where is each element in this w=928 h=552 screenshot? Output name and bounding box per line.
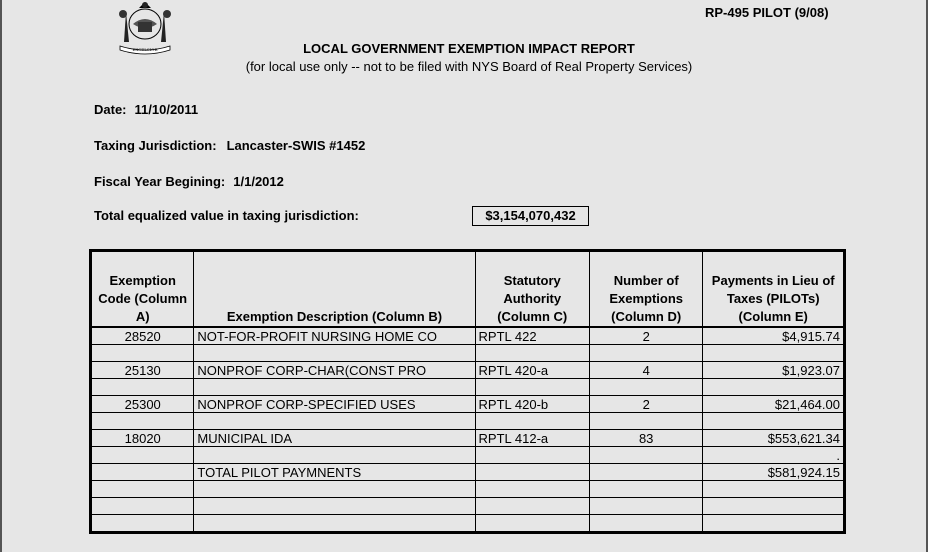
total-amount: $581,924.15: [703, 464, 845, 481]
exemption-description: NONPROF CORP-CHAR(CONST PRO: [194, 362, 475, 379]
date-field: [94, 102, 198, 117]
header-statutory-authority: Statutory Authority (Column C): [475, 251, 589, 328]
pilot-amount: $4,915.74: [703, 327, 845, 345]
pilot-amount: $21,464.00: [703, 396, 845, 413]
table-row: [91, 396, 845, 413]
exemption-description: MUNICIPAL IDA: [194, 430, 475, 447]
pilot-amount: $1,923.07: [703, 362, 845, 379]
dot-mark: .: [703, 447, 845, 464]
exemption-count: 83: [589, 430, 702, 447]
exemption-description: NOT-FOR-PROFIT NURSING HOME CO: [194, 327, 475, 345]
exemption-code: 28520: [91, 327, 194, 345]
statutory-authority: RPTL 420-a: [475, 362, 589, 379]
header-pilot-payments: Payments in Lieu of Taxes (PILOTs) (Column E): [703, 251, 845, 328]
statutory-authority: RPTL 420-b: [475, 396, 589, 413]
form-id: RP-495 PILOT (9/08): [705, 5, 829, 20]
report-title: LOCAL GOVERNMENT EXEMPTION IMPACT REPORT: [303, 41, 635, 56]
jurisdiction-label: Taxing Jurisdiction:: [94, 138, 217, 153]
report-subtitle: (for local use only -- not to be filed with NYS Board of Real Property Services): [245, 59, 693, 74]
fiscal-year-value: 1/1/2012: [233, 174, 284, 189]
table-row: [91, 430, 845, 447]
header-number-of-exemptions: Number of Exemptions (Column D): [589, 251, 702, 328]
exemption-code: 25300: [91, 396, 194, 413]
exemption-table: [89, 249, 846, 534]
exemption-count: 2: [589, 396, 702, 413]
header-exemption-code: Exemption Code (Column A): [91, 251, 194, 328]
date-value: 11/10/2011: [134, 102, 199, 117]
seal-motto-text: EXCELSIOR: [132, 47, 158, 52]
total-label: TOTAL PILOT PAYMNENTS: [194, 464, 475, 481]
blank-row: [91, 345, 845, 362]
fiscal-year-label: Fiscal Year Begining:: [94, 174, 226, 189]
total-equalized-label: Total equalized value in taxing jurisdiction:: [94, 208, 359, 223]
pilot-amount: $553,621.34: [703, 430, 845, 447]
exemption-count: 4: [589, 362, 702, 379]
blank-row: [91, 379, 845, 396]
blank-row: [91, 447, 845, 464]
jurisdiction-field: [94, 138, 365, 153]
blank-row: [91, 498, 845, 515]
blank-row: [91, 515, 845, 533]
table-header-row: [91, 251, 845, 328]
exemption-code: 25130: [91, 362, 194, 379]
header-exemption-description: Exemption Description (Column B): [194, 251, 475, 328]
exemption-code: 18020: [91, 430, 194, 447]
table-row: [91, 327, 845, 345]
statutory-authority: RPTL 422: [475, 327, 589, 345]
jurisdiction-value: Lancaster-SWIS #1452: [226, 138, 366, 153]
page-border-left: [0, 0, 2, 552]
table-row: [91, 362, 845, 379]
exemption-description: NONPROF CORP-SPECIFIED USES: [194, 396, 475, 413]
total-row: [91, 464, 845, 481]
total-equalized-value: $3,154,070,432: [472, 206, 589, 226]
statutory-authority: RPTL 412-a: [475, 430, 589, 447]
fiscal-year-field: [94, 174, 284, 189]
blank-row: [91, 413, 845, 430]
blank-row: [91, 481, 845, 498]
exemption-count: 2: [589, 327, 702, 345]
date-label: Date:: [94, 102, 127, 117]
